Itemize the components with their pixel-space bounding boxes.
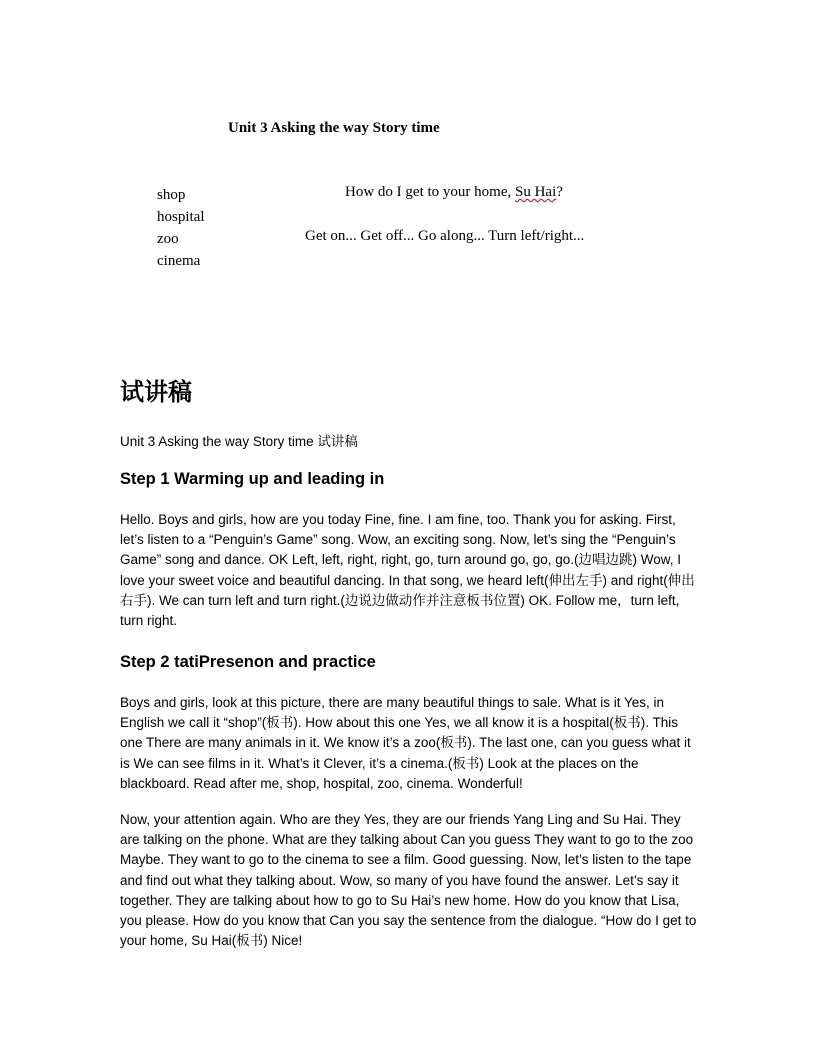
sentence-text: How do I get to your home, <box>345 184 515 200</box>
document-subtitle: Unit 3 Asking the way Story time 试讲稿 <box>120 434 358 449</box>
board-sentence-question <box>345 184 563 201</box>
board-sentence-directions: Get on... Get off... Go along... Turn left/right... <box>305 228 585 244</box>
step2-paragraph: Boys and girls, look at this picture, there are many beautiful things to sale. What is it Yes, in English we call it “shop”(板书). How about this one Yes, we all know it is a hospital(板书). This one There are many animals in it. We know it’s a zoo(板书). The last one, can you guess what it is We can see films in it. What’s it Clever, it’s a cinema.(板书) Look at the places on the blackboard. Read after me, shop, hospital, zoo, cinema. Wonderful! <box>120 695 691 791</box>
step1-paragraph: Hello. Boys and girls, how are you today Fine, fine. I am fine, too. Thank you for asking. First, let’s listen to a “Penguin’s Game” song. Wow, an exciting song. Now, let’s sing the “Penguin’s Game” song and dance. OK Left, left, right, right, go, turn around go, go, go.(边唱边跳) Wow, I love your sweet voice and beautiful dancing. In that song, we heard left(伸出左手) and right(伸出右手). We can turn left and turn right.(边说边做动作并注意板书位置) OK. Follow me，turn left, turn right. <box>120 512 695 629</box>
vocabulary-word: shop <box>157 187 186 203</box>
vocabulary-word: cinema <box>157 253 201 269</box>
sentence-punct: ? <box>556 184 563 200</box>
step1-heading: Step 1 Warming up and leading in <box>120 470 385 488</box>
vocabulary-word: zoo <box>157 231 179 247</box>
vocabulary-list <box>157 184 205 272</box>
vocabulary-word: hospital <box>157 209 205 225</box>
step2-heading: Step 2 tatiPresenon and practice <box>120 653 376 671</box>
board-title: Unit 3 Asking the way Story time <box>228 120 440 136</box>
document-title: 试讲稿 <box>120 378 192 406</box>
step2-paragraph: Now, your attention again. Who are they Yes, they are our friends Yang Ling and Su Hai. They are talking on the phone. What are they talking about Can you guess They want to go to the zoo Maybe. They want to go to the cinema to see a film. Good guessing. Now, let’s listen to the tape and find out what they talking about. Wow, so many of you have found the answer. Let’s say it together. They are talking about how to go to Su Hai’s new home. How do you know that Lisa, you please. How do you know that Can you say the sentence from the dialogue. “How do I get to your home, Su Hai(板书) Nice! <box>120 812 697 949</box>
spellcheck-name: Su Hai <box>514 184 557 200</box>
